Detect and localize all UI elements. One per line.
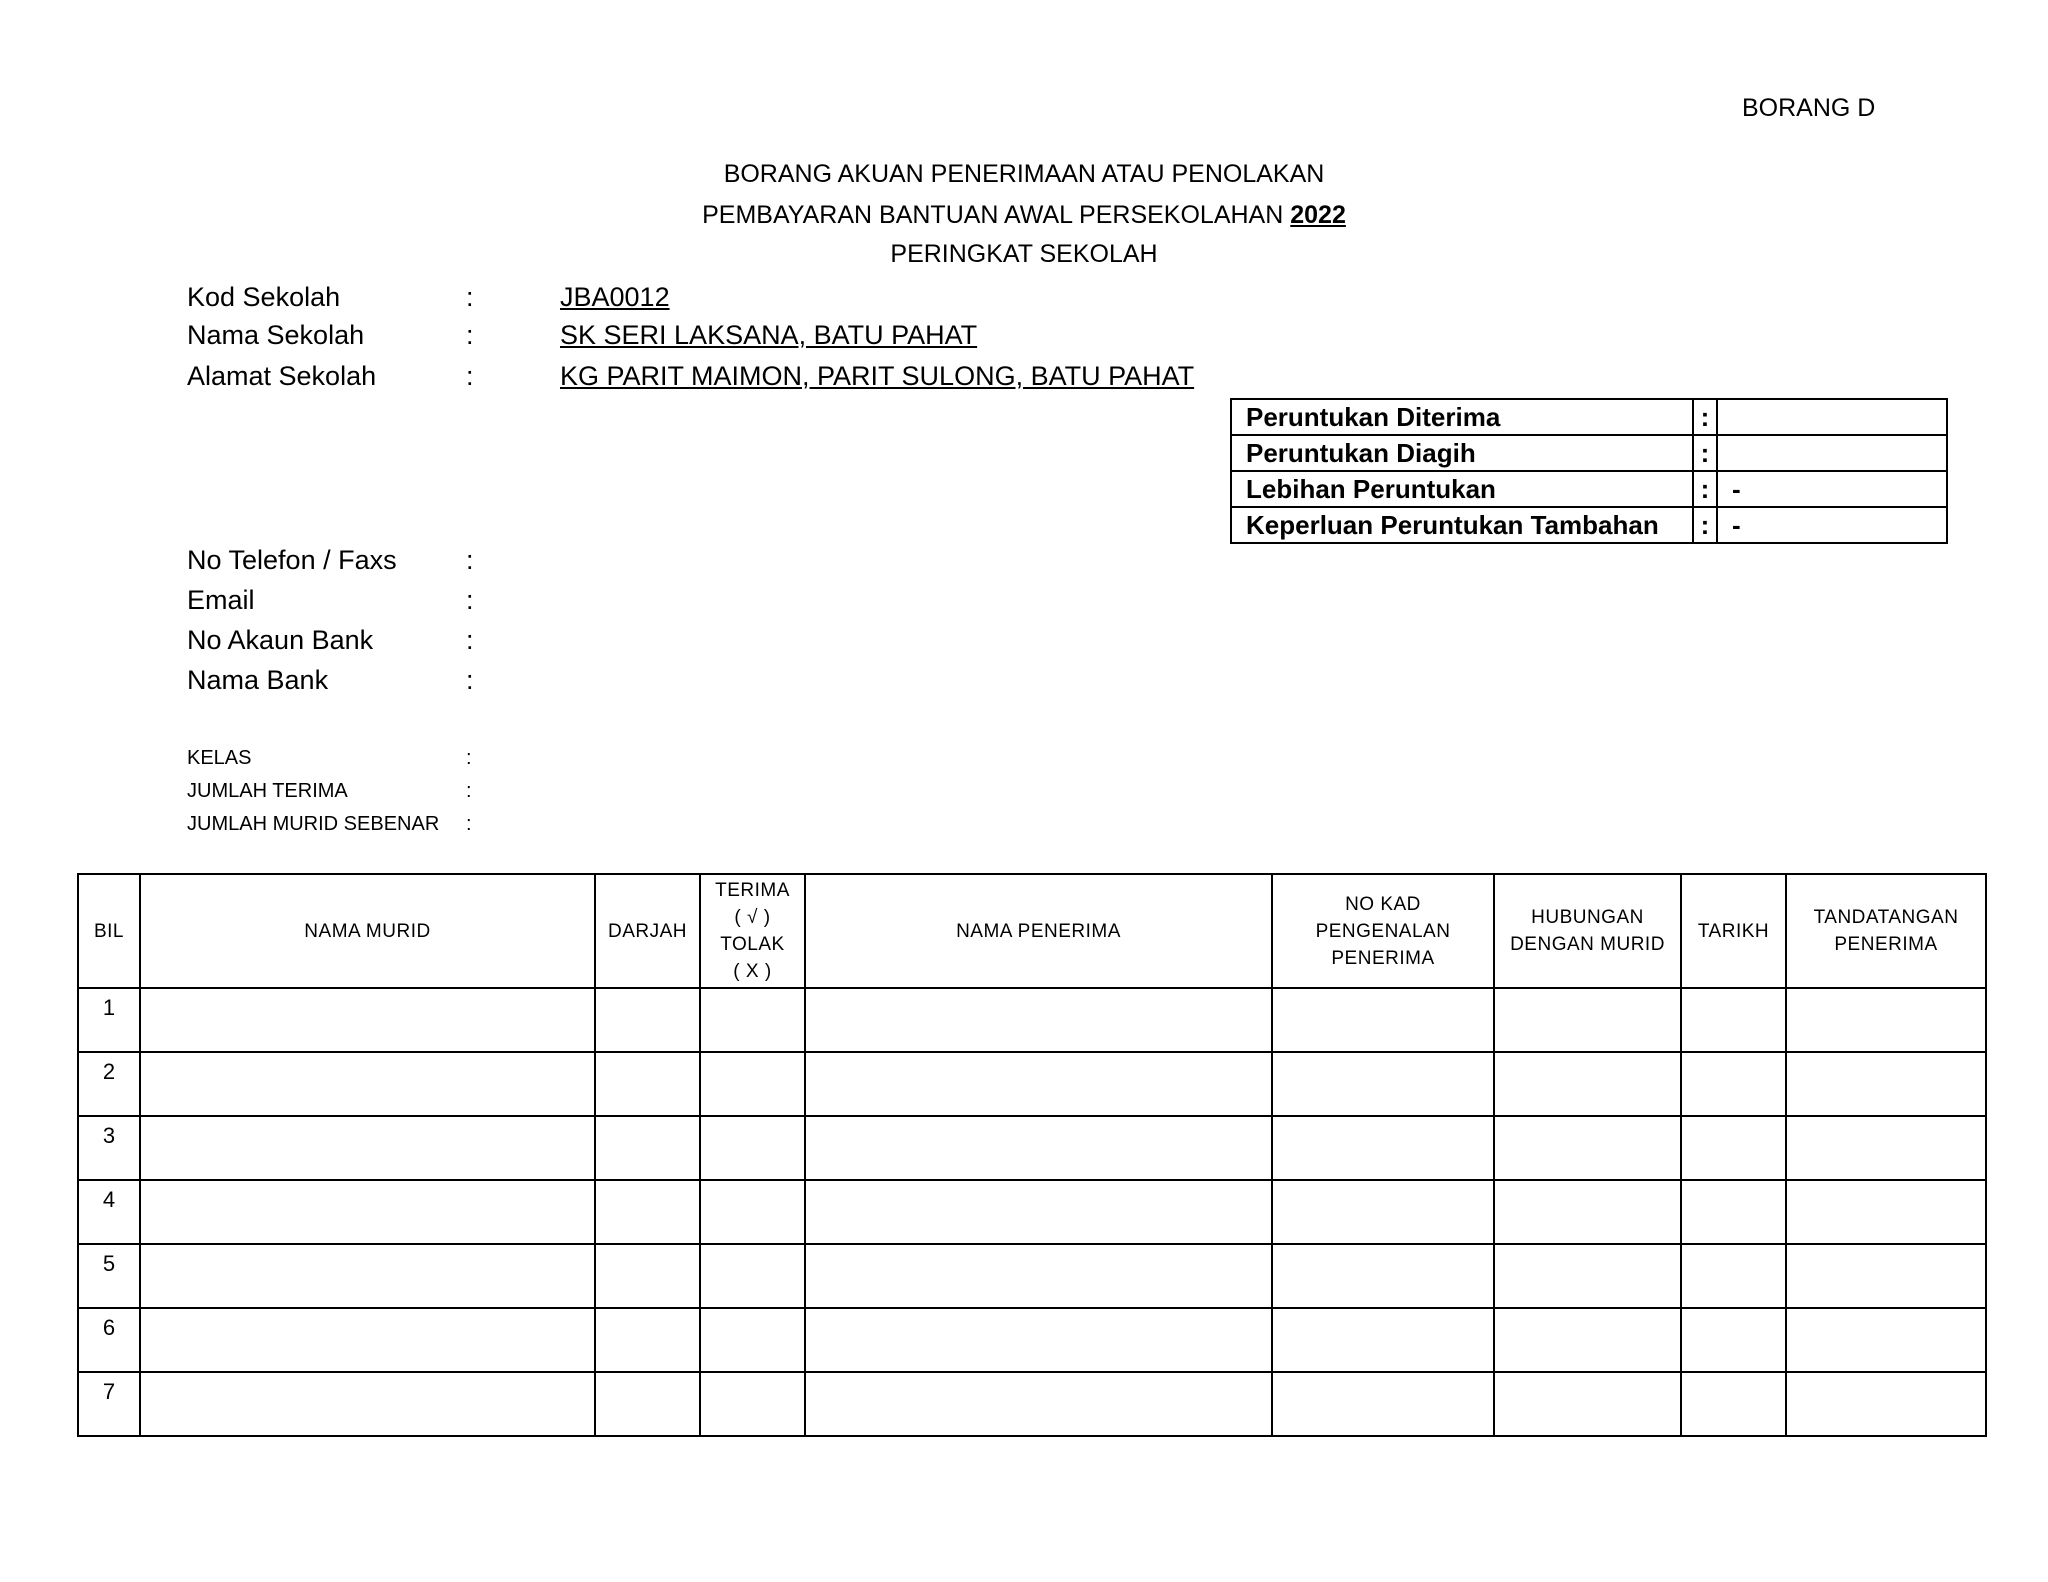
- nama-bank-colon: :: [466, 665, 474, 695]
- no-kad-cell[interactable]: [1272, 988, 1494, 1052]
- header-tick-symbol: ( √ ): [734, 907, 771, 928]
- nama-murid-cell[interactable]: [140, 988, 595, 1052]
- header-terima-tolak: [700, 874, 805, 988]
- tarikh-cell[interactable]: [1681, 1116, 1786, 1180]
- table-row: [78, 1372, 1986, 1436]
- alamat-sekolah-label: Alamat Sekolah: [187, 361, 377, 391]
- akaun-bank-colon: :: [466, 625, 474, 655]
- header-hubungan-line-2: DENGAN MURID: [1510, 934, 1665, 955]
- header-hubungan-line-1: HUBUNGAN: [1531, 907, 1644, 928]
- nama-murid-cell[interactable]: [140, 1052, 595, 1116]
- allocation-label: Keperluan Peruntukan Tambahan: [1231, 507, 1693, 543]
- allocation-colon: :: [1693, 471, 1717, 507]
- darjah-cell[interactable]: [595, 1372, 700, 1436]
- table-row: [78, 1308, 1986, 1372]
- header-terima-text: TERIMA: [715, 880, 790, 901]
- hubungan-cell[interactable]: [1494, 1308, 1681, 1372]
- header-tolak-text: TOLAK: [720, 934, 785, 955]
- header-nama-murid: [140, 874, 595, 988]
- no-kad-cell[interactable]: [1272, 1372, 1494, 1436]
- nama-sekolah-value: SK SERI LAKSANA, BATU PAHAT: [560, 320, 978, 350]
- jumlah-murid-label: JUMLAH MURID SEBENAR: [187, 813, 440, 835]
- jumlah-terima-label: JUMLAH TERIMA: [187, 780, 348, 802]
- nama-sekolah-label: Nama Sekolah: [187, 320, 365, 350]
- nama-penerima-cell[interactable]: [805, 1308, 1272, 1372]
- darjah-cell[interactable]: [595, 1244, 700, 1308]
- table-row: [78, 988, 1986, 1052]
- tandatangan-cell[interactable]: [1786, 1372, 1986, 1436]
- terima-tolak-cell[interactable]: [700, 988, 805, 1052]
- tarikh-cell[interactable]: [1681, 1180, 1786, 1244]
- allocation-colon: :: [1693, 399, 1717, 435]
- nama-bank-label: Nama Bank: [187, 665, 329, 695]
- allocation-row: [1231, 435, 1947, 471]
- row-number: 1: [78, 988, 140, 1052]
- row-number: 7: [78, 1372, 140, 1436]
- header-darjah: [595, 874, 700, 988]
- hubungan-cell[interactable]: [1494, 1052, 1681, 1116]
- allocation-value: -: [1717, 471, 1947, 507]
- row-number: 5: [78, 1244, 140, 1308]
- header-no-kad-line-1: NO KAD: [1345, 893, 1421, 915]
- no-kad-cell[interactable]: [1272, 1116, 1494, 1180]
- header-no-kad-line-3: PENERIMA: [1331, 947, 1435, 969]
- allocation-colon: :: [1693, 435, 1717, 471]
- header-tandatangan-line-1: TANDATANGAN: [1813, 907, 1959, 928]
- header-bil-text: BIL: [93, 920, 125, 942]
- tandatangan-cell[interactable]: [1786, 1308, 1986, 1372]
- tandatangan-cell[interactable]: [1786, 1052, 1986, 1116]
- nama-penerima-cell[interactable]: [805, 1372, 1272, 1436]
- nama-penerima-cell[interactable]: [805, 1180, 1272, 1244]
- alamat-sekolah-value: KG PARIT MAIMON, PARIT SULONG, BATU PAHAT: [560, 361, 1195, 391]
- table-row: [78, 1180, 1986, 1244]
- header-hubungan: [1494, 874, 1681, 988]
- form-title-line-2: [0, 201, 2048, 230]
- darjah-cell[interactable]: [595, 988, 700, 1052]
- row-number: 3: [78, 1116, 140, 1180]
- kelas-label: KELAS: [187, 747, 252, 769]
- form-code: BORANG D: [1742, 94, 1876, 122]
- telefon-colon: :: [466, 545, 474, 575]
- header-darjah-text: DARJAH: [607, 920, 687, 942]
- terima-tolak-cell[interactable]: [700, 1180, 805, 1244]
- table-row: [78, 1116, 1986, 1180]
- jumlah-murid-colon: :: [466, 813, 472, 835]
- header-nama-murid-text: NAMA MURID: [304, 920, 431, 942]
- table-row: [78, 1052, 1986, 1116]
- header-tarikh: [1681, 874, 1786, 988]
- darjah-cell[interactable]: [595, 1180, 700, 1244]
- tandatangan-cell[interactable]: [1786, 988, 1986, 1052]
- tandatangan-cell[interactable]: [1786, 1116, 1986, 1180]
- hubungan-cell[interactable]: [1494, 1372, 1681, 1436]
- hubungan-cell[interactable]: [1494, 1180, 1681, 1244]
- no-kad-cell[interactable]: [1272, 1244, 1494, 1308]
- allocation-row: [1231, 507, 1947, 543]
- kelas-colon: :: [466, 747, 472, 769]
- kod-sekolah-value: JBA0012: [560, 282, 670, 312]
- terima-tolak-cell[interactable]: [700, 1308, 805, 1372]
- telefon-label: No Telefon / Faxs: [187, 545, 397, 575]
- no-kad-cell[interactable]: [1272, 1308, 1494, 1372]
- allocation-label: Peruntukan Diterima: [1231, 399, 1693, 435]
- allocation-value: -: [1717, 507, 1947, 543]
- nama-penerima-cell[interactable]: [805, 1244, 1272, 1308]
- terima-tolak-cell[interactable]: [700, 1052, 805, 1116]
- tarikh-cell[interactable]: [1681, 1308, 1786, 1372]
- header-nama-penerima-text: NAMA PENERIMA: [956, 920, 1121, 942]
- nama-penerima-cell[interactable]: [805, 1116, 1272, 1180]
- header-nama-penerima: [805, 874, 1272, 988]
- allocation-row: [1231, 399, 1947, 435]
- jumlah-terima-colon: :: [466, 780, 472, 802]
- header-cross-symbol: ( X ): [733, 961, 772, 982]
- row-number: 2: [78, 1052, 140, 1116]
- email-label: Email: [187, 585, 255, 615]
- tandatangan-cell[interactable]: [1786, 1244, 1986, 1308]
- row-number: 4: [78, 1180, 140, 1244]
- form-title-line-1: BORANG AKUAN PENERIMAAN ATAU PENOLAKAN: [723, 160, 1325, 188]
- allocation-row: [1231, 471, 1947, 507]
- akaun-bank-label: No Akaun Bank: [187, 625, 374, 655]
- nama-murid-cell[interactable]: [140, 1372, 595, 1436]
- hubungan-cell[interactable]: [1494, 1116, 1681, 1180]
- allocation-value: [1717, 435, 1947, 471]
- recipient-table: [77, 873, 1987, 1437]
- header-tandatangan: [1786, 874, 1986, 988]
- header-tarikh-text: TARIKH: [1697, 920, 1770, 942]
- allocation-value: [1717, 399, 1947, 435]
- tarikh-cell[interactable]: [1681, 1052, 1786, 1116]
- tarikh-cell[interactable]: [1681, 1372, 1786, 1436]
- darjah-cell[interactable]: [595, 1052, 700, 1116]
- form-title-text: PEMBAYARAN BANTUAN AWAL PERSEKOLAHAN: [702, 201, 1291, 229]
- hubungan-cell[interactable]: [1494, 1244, 1681, 1308]
- alamat-sekolah-colon: :: [466, 361, 474, 391]
- tandatangan-cell[interactable]: [1786, 1180, 1986, 1244]
- kod-sekolah-label: Kod Sekolah: [187, 282, 341, 312]
- allocation-colon: :: [1693, 507, 1717, 543]
- nama-sekolah-colon: :: [466, 320, 474, 350]
- darjah-cell[interactable]: [595, 1308, 700, 1372]
- table-header-row: [78, 874, 1986, 988]
- terima-tolak-cell[interactable]: [700, 1116, 805, 1180]
- nama-murid-cell[interactable]: [140, 1180, 595, 1244]
- nama-murid-cell[interactable]: [140, 1244, 595, 1308]
- header-no-kad: [1272, 874, 1494, 988]
- allocation-label: Lebihan Peruntukan: [1231, 471, 1693, 507]
- form-title-year: 2022: [1290, 201, 1346, 229]
- allocation-label: Peruntukan Diagih: [1231, 435, 1693, 471]
- header-no-kad-line-2: PENGENALAN: [1315, 920, 1451, 942]
- header-tandatangan-line-2: PENERIMA: [1834, 934, 1938, 955]
- terima-tolak-cell[interactable]: [700, 1244, 805, 1308]
- no-kad-cell[interactable]: [1272, 1052, 1494, 1116]
- terima-tolak-cell[interactable]: [700, 1372, 805, 1436]
- hubungan-cell[interactable]: [1494, 988, 1681, 1052]
- tarikh-cell[interactable]: [1681, 988, 1786, 1052]
- nama-murid-cell[interactable]: [140, 1116, 595, 1180]
- nama-murid-cell[interactable]: [140, 1308, 595, 1372]
- allocation-table: [1230, 398, 1948, 544]
- kod-sekolah-colon: :: [466, 282, 474, 312]
- form-title-line-3: PERINGKAT SEKOLAH: [890, 240, 1158, 268]
- darjah-cell[interactable]: [595, 1116, 700, 1180]
- header-bil: [78, 874, 140, 988]
- tarikh-cell[interactable]: [1681, 1244, 1786, 1308]
- nama-penerima-cell[interactable]: [805, 1052, 1272, 1116]
- no-kad-cell[interactable]: [1272, 1180, 1494, 1244]
- nama-penerima-cell[interactable]: [805, 988, 1272, 1052]
- table-row: [78, 1244, 1986, 1308]
- row-number: 6: [78, 1308, 140, 1372]
- email-colon: :: [466, 585, 474, 615]
